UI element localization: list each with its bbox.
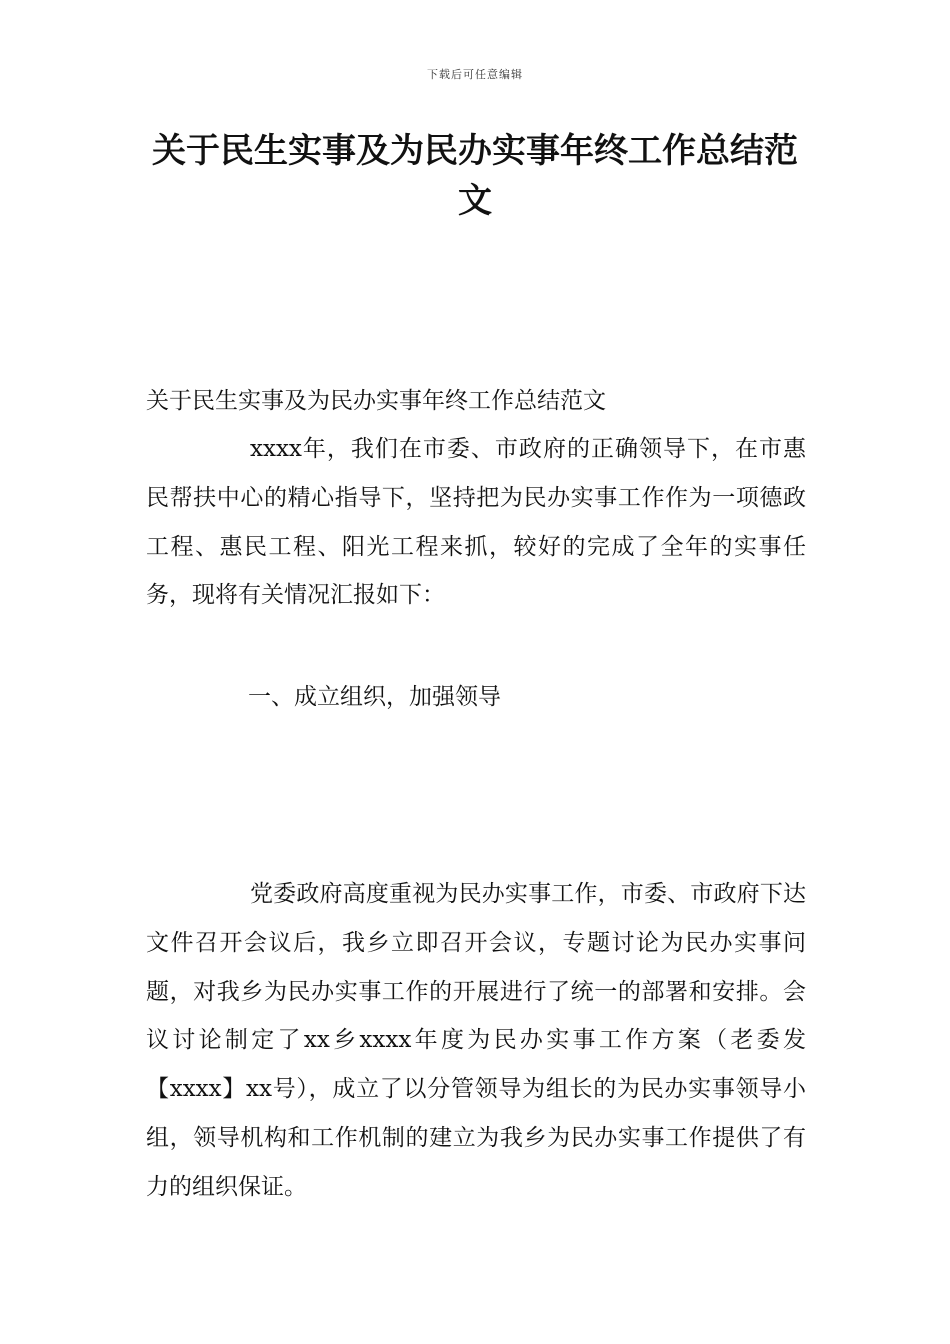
body-paragraph-intro: xxxx年，我们在市委、市政府的正确领导下，在市惠民帮扶中心的精心指导下，坚持把为民办实事工作作为一项德政工程、惠民工程、阳光工程来抓，较好的完成了全年的实事任务，现将有关情况汇报如下： (146, 436, 806, 609)
section-heading-1: 一、成立组织，加强领导 (248, 684, 501, 710)
body-paragraph-organization: 党委政府高度重视为民办实事工作，市委、市政府下达文件召开会议后，我乡立即召开会议，专题讨论为民办实事问题，对我乡为民办实事工作的开展进行了统一的部署和安排。会议讨论制定了xx乡xxxx年度为民办实事工作方案（老委发【xxxx】xx号），成立了以分管领导为组长的为民办实事领导小组，领导机构和工作机制的建立为我乡为民办实事工作提供了有力的组织保证。 (146, 881, 806, 1200)
document-title: 关于民生实事及为民办实事年终工作总结范文 (152, 131, 798, 221)
page-header-note: 下载后可任意编辑 (427, 68, 523, 81)
document-subtitle: 关于民生实事及为民办实事年终工作总结范文 (146, 388, 606, 414)
